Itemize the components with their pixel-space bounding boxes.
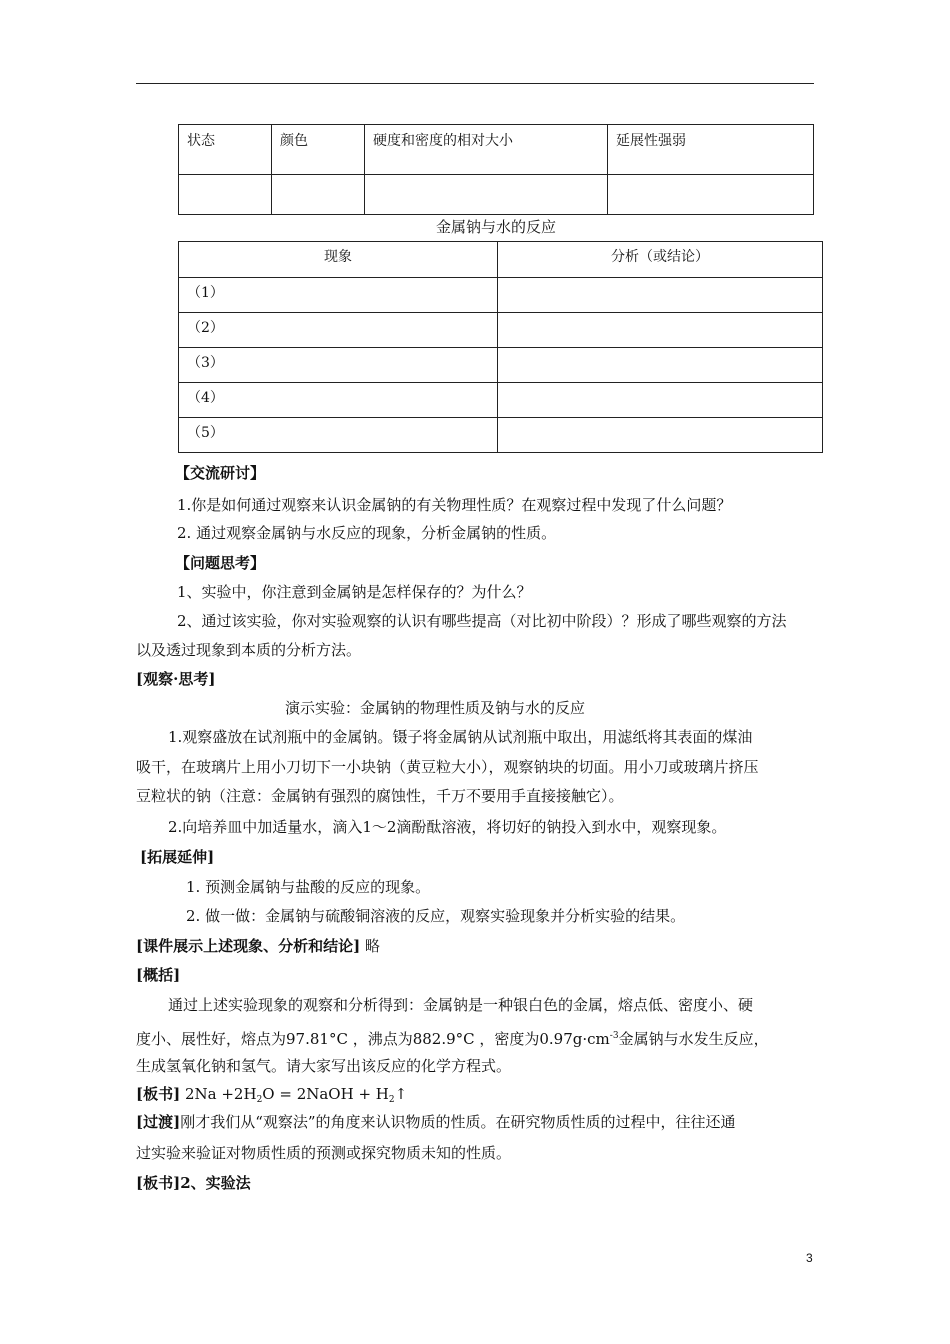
demo-title: 演示实验：金属钠的物理性质及钠与水的反应 [285, 699, 586, 717]
extend-item-1: 1. 预测金属钠与盐酸的反应的现象。 [186, 878, 431, 896]
summary-line3: 生成氢氧化钠和氢气。请大家写出该反应的化学方程式。 [136, 1057, 512, 1075]
section-title-extend: [拓展延伸] [140, 848, 215, 866]
transition-line2: 过实验来验证对物质性质的预测或探究物质未知的性质。 [136, 1144, 512, 1162]
section-title-thinking: 【问题思考】 [175, 554, 266, 572]
table-row-label: （1） [179, 278, 498, 313]
table-cell [498, 418, 823, 453]
header-state: 状态 [179, 125, 272, 175]
header-analysis: 分析（或结论） [498, 242, 823, 278]
table-cell [272, 175, 365, 215]
header-ductility: 延展性强弱 [608, 125, 814, 175]
section-title-summary: [概括] [136, 966, 181, 984]
table-row-label: （2） [179, 313, 498, 348]
board-equation: [板书] $2Na +2H_2O$ = 2NaOH + $H_2↑$ [136, 1085, 408, 1105]
extend-item-2: 2. 做一做：金属钠与硫酸铜溶液的反应，观察实验现象并分析实验的结果。 [186, 907, 686, 925]
observe-paragraph-1-line1: 1.观察盛放在试剂瓶中的金属钠。镊子将金属钠从试剂瓶中取出，用滤纸将其表面的煤油 [168, 728, 753, 746]
table-cell [498, 313, 823, 348]
section-title-exchange: 【交流研讨】 [175, 464, 266, 482]
thinking-question-1: 1、实验中，你注意到金属钠是怎样保存的？为什么？ [177, 583, 532, 601]
transition-line1: [过渡]刚才我们从“观察法”的角度来认识物质的性质。在研究物质性质的过程中，往往还通 [136, 1113, 736, 1131]
section-title-observe: [观察·思考] [136, 670, 216, 688]
table-row-label: （3） [179, 348, 498, 383]
table-row-label: （5） [179, 418, 498, 453]
exchange-question-1: 1.你是如何通过观察来认识金属钠的有关物理性质？在观察过程中发现了什么问题？ [177, 496, 732, 514]
courseware-text: 略 [364, 937, 380, 955]
header-hardness-density: 硬度和密度的相对大小 [365, 125, 608, 175]
page-number: 3 [806, 1251, 813, 1265]
header-rule [136, 83, 814, 84]
observe-paragraph-1-line2: 吸干，在玻璃片上用小刀切下一小块钠（黄豆粒大小），观察钠块的切面。用小刀或玻璃片挤压 [136, 758, 759, 776]
properties-table [178, 124, 814, 215]
courseware-title: [课件展示上述现象、分析和结论] [136, 937, 361, 955]
observe-paragraph-1-line3: 豆粒状的钠（注意：金属钠有强烈的腐蚀性，千万不要用手直接接触它）。 [136, 787, 624, 805]
board2-text: 2、实验法 [180, 1174, 251, 1192]
courseware-line [136, 936, 380, 956]
table-cell [498, 383, 823, 418]
summary-line2: 度小、展性好，熔点为97.81°C ，沸点为882.9°C ，密度为$0.97g\cdot cm^{-3}$金属钠与水发生反应， [136, 1030, 769, 1048]
table-cell [498, 348, 823, 383]
thinking-question-2-line1: 2、通过该实验，你对实验观察的认识有哪些提高（对比初中阶段）？形成了哪些观察的方法 [177, 612, 787, 630]
summary-line1: 通过上述实验现象的观察和分析得到：金属钠是一种银白色的金属，熔点低、密度小、硬 [168, 996, 754, 1014]
transition-title: [过渡] [136, 1113, 181, 1131]
table-caption: 金属钠与水的反应 [435, 218, 556, 236]
board-line-2 [136, 1173, 251, 1193]
board-title: [板书] [136, 1085, 181, 1103]
exchange-question-2: 2. 通过观察金属钠与水反应的现象，分析金属钠的性质。 [177, 524, 557, 542]
table-cell [179, 175, 272, 215]
table-cell [498, 278, 823, 313]
observe-paragraph-2: 2.向培养皿中加适量水，滴入1～2滴酚酞溶液，将切好的钠投入到水中，观察现象。 [168, 818, 727, 836]
board2-title: [板书] [136, 1174, 181, 1192]
table-cell [365, 175, 608, 215]
table-cell [608, 175, 814, 215]
reaction-table [178, 241, 823, 453]
thinking-question-2-line2: 以及透过现象到本质的分析方法。 [136, 641, 362, 659]
header-color: 颜色 [272, 125, 365, 175]
header-phenomenon: 现象 [179, 242, 498, 278]
table-row-label: （4） [179, 383, 498, 418]
